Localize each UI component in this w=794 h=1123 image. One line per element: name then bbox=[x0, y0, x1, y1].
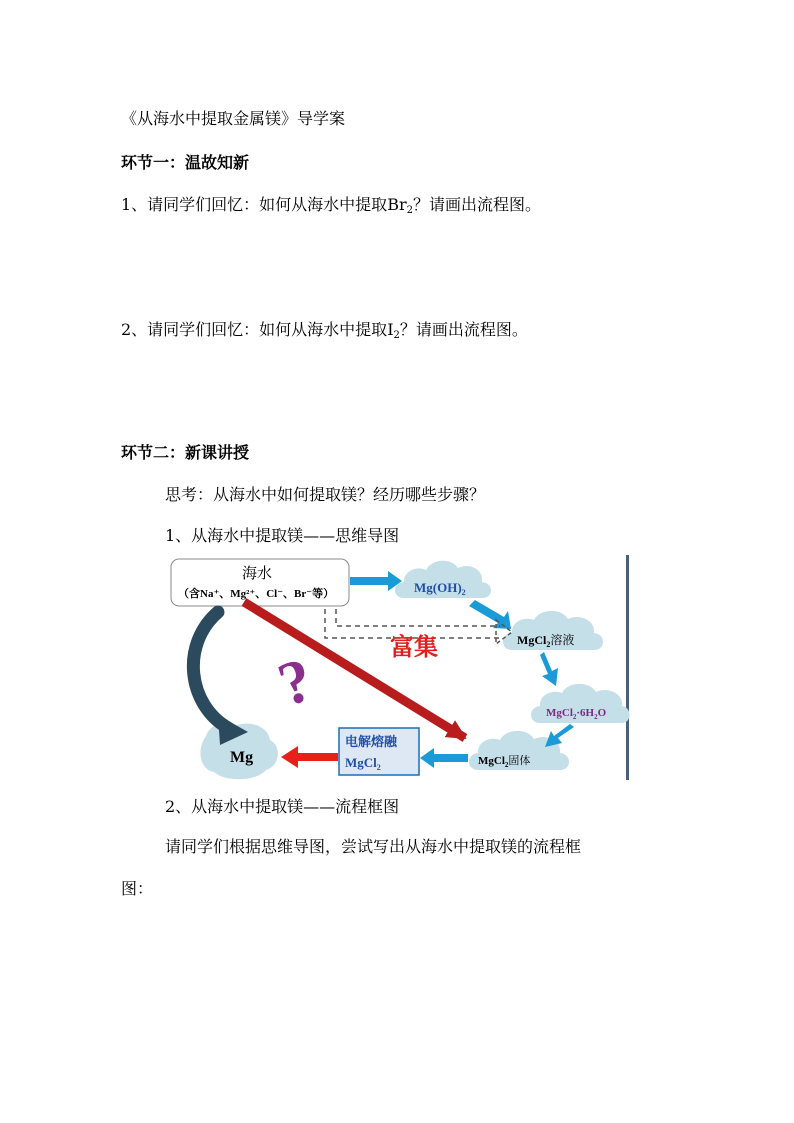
item-2-flowchart: 2、从海水中提取镁——流程框图 bbox=[165, 797, 400, 816]
question-1-suffix: ？请画出流程图。 bbox=[412, 195, 541, 214]
arrow-hydrate-to-solid bbox=[545, 724, 574, 747]
question-2-sub: 2 bbox=[393, 330, 400, 341]
question-mark-icon: ? bbox=[270, 645, 321, 720]
hydrate-text-c: O bbox=[597, 707, 607, 719]
hydrate-text-a: MgCl bbox=[546, 707, 573, 719]
mgcl2-solution-sub: 2 bbox=[546, 640, 551, 649]
instruction-line-1: 请同学们根据思维导图，尝试写出从海水中提取镁的流程框 bbox=[165, 837, 582, 856]
arrow-electrolysis-to-mg bbox=[281, 746, 338, 768]
mgcl2-solution-text-a: MgCl bbox=[517, 633, 547, 647]
instruction-line-2: 图： bbox=[121, 879, 154, 898]
mgcl2-hydrate-cloud bbox=[531, 684, 630, 723]
section1-heading: 环节一：温故知新 bbox=[121, 153, 250, 172]
mgcl2-solid-label bbox=[478, 753, 530, 769]
curved-arrow-sea-to-mg bbox=[193, 612, 228, 728]
question-2-suffix: ？请画出流程图。 bbox=[399, 320, 528, 339]
dashed-enrich-path-2 bbox=[336, 609, 500, 626]
section2-heading: 环节二：新课讲授 bbox=[121, 443, 250, 462]
arrow-sea-to-mgoh2 bbox=[350, 571, 402, 591]
page-title: 《从海水中提取金属镁》导学案 bbox=[121, 109, 346, 128]
arrow-solid-to-electrolysis bbox=[420, 748, 468, 768]
mgoh2-label bbox=[414, 580, 466, 597]
mgcl2-hydrate-label bbox=[546, 707, 607, 721]
electrolysis-line1: 电解熔融 bbox=[345, 734, 398, 749]
question-2 bbox=[121, 317, 528, 341]
think-question: 思考：从海水中如何提取镁？经历哪些步骤？ bbox=[165, 485, 486, 504]
mgoh2-text: Mg(OH) bbox=[414, 580, 462, 595]
mgoh2-sub: 2 bbox=[461, 588, 466, 597]
arrow-mgoh2-to-solution bbox=[469, 600, 511, 629]
question-1-chem: Br bbox=[387, 195, 407, 214]
seawater-box bbox=[171, 559, 349, 606]
question-1-sub: 2 bbox=[406, 205, 413, 216]
question-2-chem: I bbox=[387, 320, 394, 339]
electrolysis-box bbox=[339, 728, 419, 775]
electrolysis-text: MgCl bbox=[345, 755, 377, 770]
question-2-prefix: 2、请同学们回忆：如何从海水中提取 bbox=[121, 320, 388, 339]
right-border-bar bbox=[626, 555, 629, 780]
question-1 bbox=[121, 192, 541, 216]
electrolysis-sub: 2 bbox=[376, 763, 381, 772]
electrolysis-line2 bbox=[345, 755, 381, 772]
arrow-solution-to-hydrate bbox=[540, 652, 558, 686]
dashed-enrich-path bbox=[325, 609, 500, 638]
hydrate-sub-2: 2 bbox=[594, 713, 598, 721]
seawater-ions: （含Na⁺、Mg²⁺、Cl⁻、Br⁻等） bbox=[178, 588, 335, 600]
seawater-label: 海水 bbox=[242, 566, 273, 582]
mgoh2-cloud bbox=[395, 561, 491, 598]
mgcl2-solution-label bbox=[517, 632, 574, 649]
solid-sub: 2 bbox=[504, 761, 509, 769]
hydrate-text-b: ·6H bbox=[576, 707, 595, 719]
question-1-prefix: 1、请同学们回忆：如何从海水中提取 bbox=[121, 195, 388, 214]
mindmap-diagram bbox=[160, 550, 635, 785]
solid-text-b: 固体 bbox=[508, 755, 531, 767]
mg-label: Mg bbox=[230, 749, 254, 766]
solid-text-a: MgCl bbox=[478, 755, 505, 767]
item-1-mindmap: 1、从海水中提取镁——思维导图 bbox=[165, 526, 400, 545]
mgcl2-solution-text-b: 溶液 bbox=[550, 633, 575, 647]
hydrate-sub-1: 2 bbox=[572, 713, 577, 721]
enrich-label: 富集 bbox=[390, 635, 438, 661]
mgcl2-solution-cloud bbox=[503, 611, 603, 650]
